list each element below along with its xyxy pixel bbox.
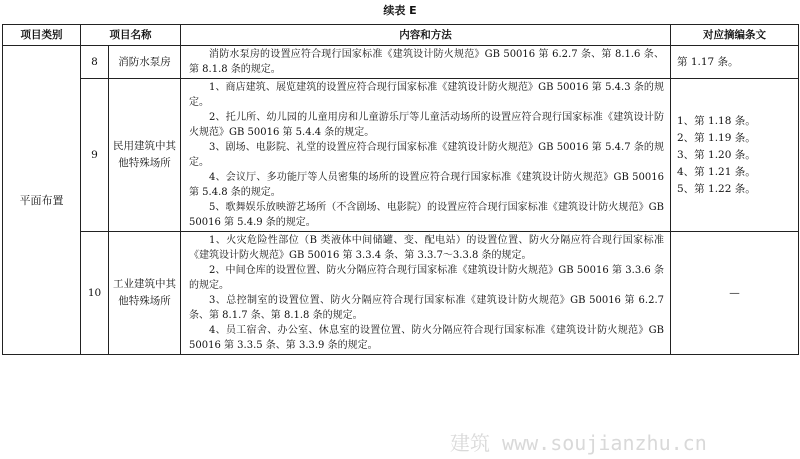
- header-item-name: 项目名称: [81, 25, 181, 46]
- content-paragraph: 2、托儿所、幼儿园的儿童用房和儿童游乐厅等儿童活动场所的设置应符合现行国家标准《建筑设计防火规范》GB 50016 第 5.4.4 条的规定。: [189, 112, 664, 138]
- table-row: [3, 232, 799, 355]
- inspection-table: [2, 24, 799, 355]
- item-name: 民用建筑中其他特殊场所: [109, 79, 181, 232]
- row-number: 9: [81, 79, 109, 232]
- content-paragraph: 4、会议厅、多功能厅等人员密集的场所的设置应符合现行国家标准《建筑设计防火规范》GB 50016 第 5.4.8 条的规定。: [189, 172, 664, 198]
- content-cell: [181, 79, 671, 232]
- header-category: 项目类别: [3, 25, 81, 46]
- table-caption: 续表 E: [383, 4, 417, 17]
- clause-ref: —: [729, 286, 740, 299]
- clause-ref: 第 1.17 条。: [677, 55, 739, 68]
- item-name: 工业建筑中其他特殊场所: [109, 232, 181, 355]
- clause-cell: [671, 79, 799, 232]
- content-paragraph: 5、歌舞娱乐放映游艺场所（不含剧场、电影院）的设置应符合现行国家标准《建筑设计防火规范》GB 50016 第 5.4.9 条的规定。: [189, 202, 664, 228]
- header-row: [3, 25, 799, 46]
- clause-ref: 4、第 1.21 条。: [677, 165, 756, 178]
- content-paragraph: 4、员工宿舍、办公室、休息室的设置位置、防火分隔应符合现行国家标准《建筑设计防火规范》GB 50016 第 3.3.5 条、第 3.3.9 条的规定。: [189, 325, 664, 351]
- content-paragraph: 3、剧场、电影院、礼堂的设置应符合现行国家标准《建筑设计防火规范》GB 50016 第 5.4.7 条的规定。: [189, 142, 664, 168]
- category-cell: 平面布置: [3, 46, 81, 355]
- table-row: [3, 46, 799, 79]
- clause-ref: 1、第 1.18 条。: [677, 114, 756, 127]
- content-paragraph: 1、火灾危险性部位（B 类液体中间储罐、变、配电站）的设置位置、防火分隔应符合现行国家标准《建筑设计防火规范》GB 50016 第 3.3.4 条、第 3.3.7～3.3.8 条的规定。: [189, 235, 664, 261]
- clause-ref: 3、第 1.20 条。: [677, 148, 756, 161]
- watermark: 建筑 www.soujianzhu.cn: [450, 431, 707, 455]
- content-paragraph: 消防水泵房的设置应符合现行国家标准《建筑设计防火规范》GB 50016 第 6.2.7 条、第 8.1.6 条、第 8.1.8 条的规定。: [189, 49, 664, 75]
- item-name: 消防水泵房: [109, 46, 181, 79]
- clause-ref: 2、第 1.19 条。: [677, 131, 756, 144]
- table-row: [3, 79, 799, 232]
- content-cell: [181, 46, 671, 79]
- row-number: 10: [81, 232, 109, 355]
- header-content: 内容和方法: [181, 25, 671, 46]
- clause-cell: [671, 46, 799, 79]
- content-paragraph: 3、总控制室的设置位置、防火分隔应符合现行国家标准《建筑设计防火规范》GB 50016 第 6.2.7 条、第 8.1.7 条、第 8.1.8 条的规定。: [189, 295, 664, 321]
- header-clause: 对应摘编条文: [671, 25, 799, 46]
- row-number: 8: [81, 46, 109, 79]
- content-paragraph: 1、商店建筑、展览建筑的设置应符合现行国家标准《建筑设计防火规范》GB 50016 第 5.4.3 条的规定。: [189, 82, 664, 108]
- clause-ref: 5、第 1.22 条。: [677, 182, 756, 195]
- content-cell: [181, 232, 671, 355]
- content-paragraph: 2、中间仓库的设置位置、防火分隔应符合现行国家标准《建筑设计防火规范》GB 50016 第 3.3.6 条的规定。: [189, 265, 664, 291]
- clause-cell: [671, 232, 799, 355]
